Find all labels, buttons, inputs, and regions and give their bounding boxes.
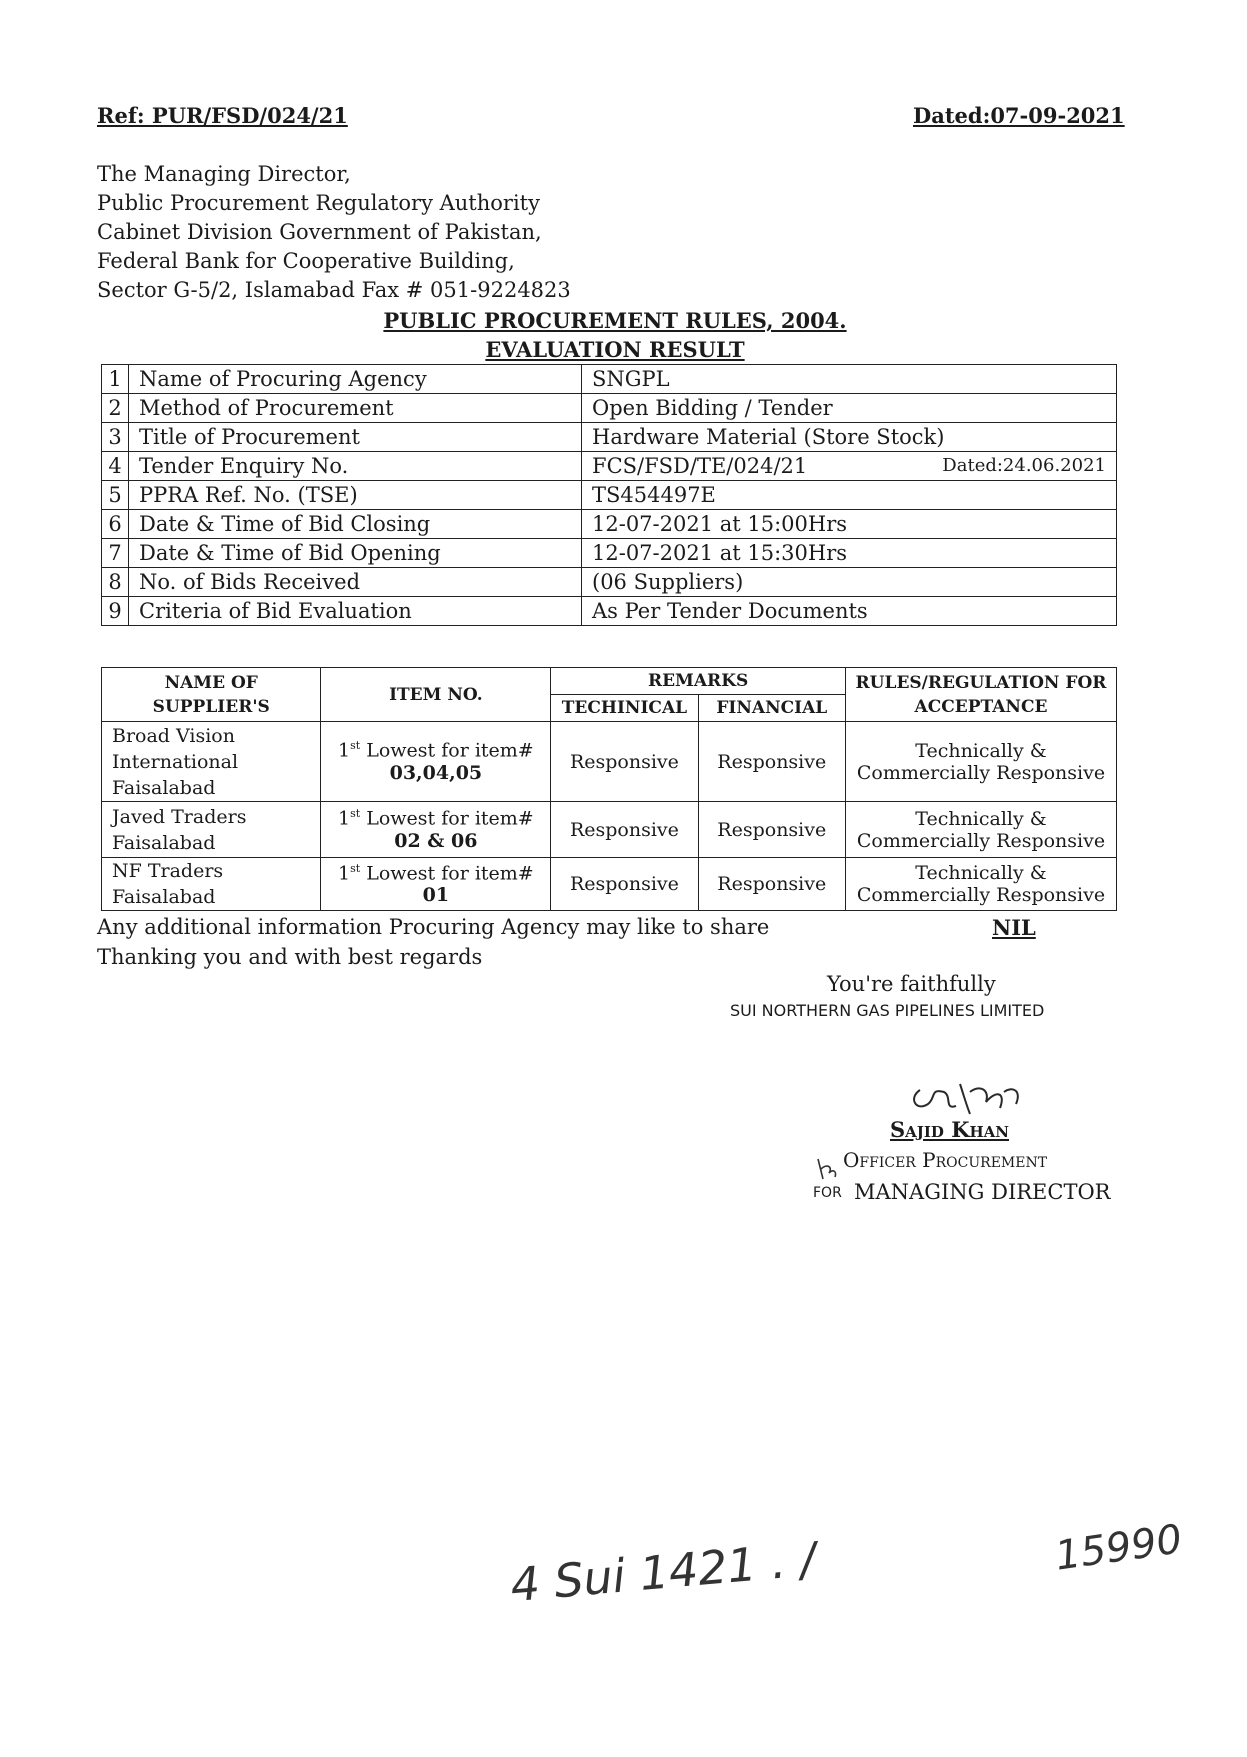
- item-no: [321, 722, 551, 802]
- rule-line: Commercially Responsive: [856, 884, 1106, 906]
- row-label: Date & Time of Bid Opening: [129, 539, 582, 568]
- address-line: Federal Bank for Cooperative Building,: [97, 249, 515, 273]
- company-name: SUI NORTHERN GAS PIPELINES LIMITED: [730, 1001, 1045, 1020]
- item-text: Lowest for item#: [360, 807, 534, 830]
- table-row: [102, 481, 1117, 510]
- rule-line: Commercially Responsive: [856, 829, 1106, 852]
- financial-remark: Responsive: [698, 858, 845, 911]
- supplier-line: Faisalabad: [112, 886, 216, 908]
- letter-date: Dated:07-09-2021: [913, 103, 1125, 128]
- ordinal-number: 1: [338, 739, 351, 762]
- header-item-no: ITEM NO.: [321, 668, 551, 722]
- reference-number: Ref: PUR/FSD/024/21: [97, 103, 348, 128]
- supplier-line: Faisalabad: [112, 831, 216, 854]
- row-label: Tender Enquiry No.: [129, 452, 582, 481]
- additional-info-text: Any additional information Procuring Agency may like to share: [97, 915, 770, 939]
- row-number: 4: [102, 452, 129, 481]
- row-number: 2: [102, 394, 129, 423]
- address-line: Public Procurement Regulatory Authority: [97, 191, 540, 215]
- address-line: Sector G-5/2, Islamabad Fax # 051-9224823: [97, 278, 571, 302]
- closing-text: You're faithfully: [827, 972, 996, 996]
- row-value: (06 Suppliers): [582, 568, 1117, 597]
- supplier-line: Javed Traders: [112, 805, 247, 828]
- row-value: TS454497E: [582, 481, 1117, 510]
- acceptance-rule: [845, 802, 1116, 858]
- document-subtitle: EVALUATION RESULT: [485, 337, 745, 362]
- row-label: PPRA Ref. No. (TSE): [129, 481, 582, 510]
- row-number: 8: [102, 568, 129, 597]
- row-value-cell: [582, 452, 1117, 481]
- address-line: Cabinet Division Government of Pakistan,: [97, 220, 542, 244]
- header-financial: FINANCIAL: [698, 695, 845, 722]
- technical-remark: Responsive: [551, 858, 698, 911]
- item-text: Lowest for item#: [360, 862, 534, 885]
- header-text: NAME OF: [164, 672, 258, 693]
- ordinal-number: 1: [338, 807, 351, 830]
- technical-remark: Responsive: [551, 722, 698, 802]
- row-value: 12-07-2021 at 15:00Hrs: [582, 510, 1117, 539]
- evaluation-result-table: [101, 667, 1117, 911]
- rule-line: Technically &: [915, 739, 1047, 762]
- row-number: 1: [102, 365, 129, 394]
- supplier-line: NF Traders: [112, 860, 224, 882]
- acceptance-rule: [845, 858, 1116, 911]
- row-label: No. of Bids Received: [129, 568, 582, 597]
- row-label: Method of Procurement: [129, 394, 582, 423]
- on-behalf-of: MANAGING DIRECTOR: [854, 1180, 1111, 1204]
- supplier-name: [102, 722, 321, 802]
- table-row: [102, 722, 1117, 802]
- table-row: [102, 568, 1117, 597]
- table-header-row: [102, 668, 1117, 695]
- row-number: 3: [102, 423, 129, 452]
- row-value: Hardware Material (Store Stock): [582, 423, 1117, 452]
- thanks-text: Thanking you and with best regards: [97, 945, 483, 969]
- ordinal-number: 1: [338, 862, 351, 885]
- supplier-line: International: [112, 750, 239, 773]
- table-row: [102, 858, 1117, 911]
- header-remarks: REMARKS: [551, 668, 846, 695]
- item-text: Lowest for item#: [360, 739, 534, 762]
- row-value: FCS/FSD/TE/024/21: [592, 454, 808, 478]
- tender-date: Dated:24.06.2021: [942, 455, 1106, 476]
- item-no: [321, 858, 551, 911]
- supplier-line: Broad Vision: [112, 724, 235, 747]
- rule-line: Commercially Responsive: [856, 761, 1106, 784]
- ordinal-suffix: st: [350, 861, 361, 875]
- technical-remark: Responsive: [551, 802, 698, 858]
- row-value: Open Bidding / Tender: [582, 394, 1117, 423]
- row-number: 7: [102, 539, 129, 568]
- supplier-line: Faisalabad: [112, 776, 216, 799]
- item-numbers: 02 & 06: [394, 829, 478, 852]
- row-number: 5: [102, 481, 129, 510]
- item-numbers: 01: [422, 884, 450, 907]
- table-row: [102, 423, 1117, 452]
- table-row: [102, 394, 1117, 423]
- handwritten-amount: 15990: [1052, 1516, 1185, 1580]
- handwritten-note: 4 Sui 1421 . /: [508, 1531, 818, 1613]
- ordinal-suffix: st: [350, 807, 361, 821]
- table-row: [102, 802, 1117, 858]
- row-label: Title of Procurement: [129, 423, 582, 452]
- item-no: [321, 802, 551, 858]
- table-row: [102, 539, 1117, 568]
- acceptance-rule: [845, 722, 1116, 802]
- supplier-name: [102, 802, 321, 858]
- recipient-address: [97, 160, 571, 305]
- signatory-designation: Officer Procurement: [843, 1148, 1048, 1172]
- rule-line: Technically &: [915, 862, 1047, 884]
- table-row: [102, 597, 1117, 626]
- row-number: 9: [102, 597, 129, 626]
- row-value: SNGPL: [582, 365, 1117, 394]
- financial-remark: Responsive: [698, 802, 845, 858]
- additional-info-value: NIL: [992, 915, 1036, 940]
- rule-line: Technically &: [915, 807, 1047, 830]
- ordinal-suffix: st: [350, 739, 361, 753]
- item-numbers: 03,04,05: [389, 761, 483, 784]
- row-value: As Per Tender Documents: [582, 597, 1117, 626]
- table-row: [102, 365, 1117, 394]
- address-line: The Managing Director,: [97, 162, 351, 186]
- signatory-name: Sajid Khan: [890, 1117, 1010, 1142]
- row-label: Date & Time of Bid Closing: [129, 510, 582, 539]
- document-title: PUBLIC PROCUREMENT RULES, 2004.: [383, 308, 847, 333]
- row-value: 12-07-2021 at 15:30Hrs: [582, 539, 1117, 568]
- financial-remark: Responsive: [698, 722, 845, 802]
- row-label: Criteria of Bid Evaluation: [129, 597, 582, 626]
- header-text: RULES/REGULATION FOR: [855, 672, 1107, 693]
- header-rules: [845, 668, 1116, 722]
- header-text: ACCEPTANCE: [914, 696, 1048, 717]
- row-label: Name of Procuring Agency: [129, 365, 582, 394]
- table-row: [102, 510, 1117, 539]
- header-supplier: [102, 668, 321, 722]
- table-row: [102, 452, 1117, 481]
- header-technical: TECHINICAL: [551, 695, 698, 722]
- procurement-info-table: [101, 364, 1117, 626]
- for-label: FOR: [813, 1185, 842, 1201]
- row-number: 6: [102, 510, 129, 539]
- supplier-name: [102, 858, 321, 911]
- header-text: SUPPLIER'S: [152, 696, 270, 717]
- initial-mark: [815, 1155, 839, 1183]
